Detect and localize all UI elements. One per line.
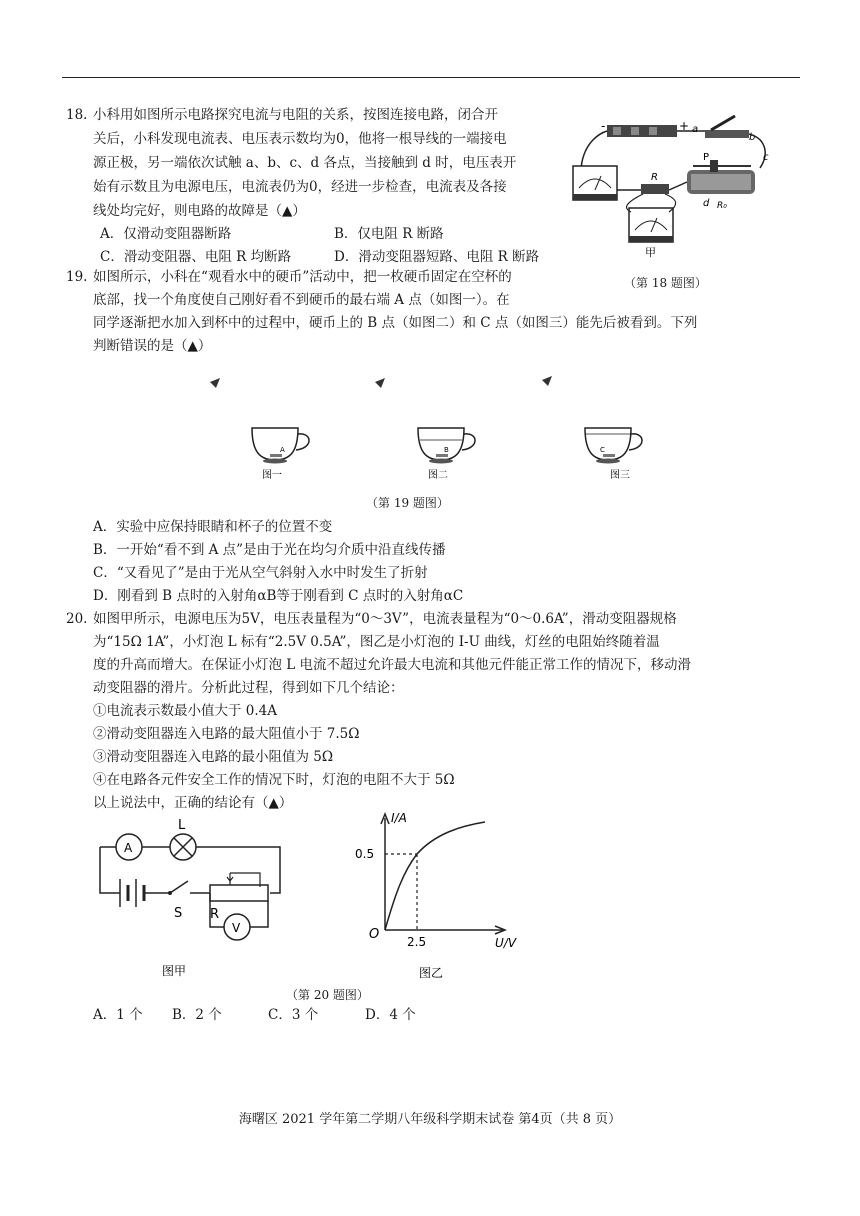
iu-curve (385, 822, 485, 930)
svg-text:图二: 图二 (428, 470, 448, 481)
q20-iu-graph (345, 810, 530, 985)
option-d: D．4 个 (365, 1007, 416, 1023)
question-number: 18. (66, 107, 88, 123)
svg-text:+: + (679, 119, 690, 133)
svg-text:a: a (692, 124, 699, 135)
question-text-line: 源正极，另一端依次试触 a、b、c、d 各点，当接触到 d 时，电压表开 (93, 155, 517, 171)
svg-text:B: B (444, 446, 449, 454)
cup-1 (252, 428, 309, 481)
question-text-line: 线处均完好，则电路的故障是（▲） (93, 203, 306, 219)
svg-text:C: C (600, 446, 605, 454)
figure-caption: （第 20 题图） (286, 988, 369, 1002)
question-text-line: 如图甲所示，电源电压为5V，电压表量程为“0～3V”，电流表量程为“0～0.6A”，滑动变阻器规格 (93, 611, 677, 627)
svg-text:图一: 图一 (262, 470, 282, 481)
eye-icon (542, 376, 552, 386)
option-b: B．仅电阻 R 断路 (334, 226, 444, 242)
option-b: B．2 个 (172, 1007, 222, 1023)
svg-text:c: c (763, 152, 769, 163)
rheostat-icon (210, 885, 268, 901)
question-text-line: 度的升高而增大。在保证小灯泡 L 电流不超过允许最大电流和其他元件能正常工作的情况下，移动滑 (93, 657, 692, 673)
svg-text:b: b (749, 132, 756, 143)
eye-icon (375, 378, 385, 388)
option-a: A．1 个 (93, 1007, 143, 1023)
svg-text:S: S (174, 906, 183, 921)
option-b: B．一开始“看不到 A 点”是由于光在均匀介质中沿直线传播 (93, 542, 446, 558)
question-text-line: 同学逐渐把水加入到杯中的过程中，硬币上的 B 点（如图二）和 C 点（如图三）能先后被看到。下列 (93, 315, 698, 331)
option-d: D．刚看到 B 点时的入射角αB等于刚看到 C 点时的入射角αC (93, 588, 464, 604)
cup-2 (418, 428, 475, 481)
svg-text:d: d (703, 198, 710, 209)
svg-text:2.5: 2.5 (407, 935, 427, 949)
question-text-line: 如图所示，小科在“观看水中的硬币”活动中，把一枚硬币固定在空杯的 (93, 269, 512, 285)
eye-icon (210, 378, 220, 388)
svg-text:P: P (703, 152, 710, 163)
svg-text:I/A: I/A (391, 811, 407, 825)
option-c: C．“又看见了”是由于光从空气斜射入水中时发生了折射 (93, 565, 428, 581)
option-a: A．实验中应保持眼睛和杯子的位置不变 (93, 519, 333, 535)
svg-text:R: R (651, 172, 658, 183)
svg-text:R₀: R₀ (717, 201, 727, 211)
svg-text:O: O (369, 927, 380, 942)
option-a: A．仅滑动变阻器断路 (100, 226, 232, 242)
conclusion-2: ②滑动变阻器连入电路的最大阻值小于 7.5Ω (93, 726, 360, 742)
question-text-line: 底部，找一个角度使自己刚好看不到硬币的最右端 A 点（如图一）。在 (93, 292, 510, 308)
svg-text:甲: 甲 (645, 246, 656, 259)
conclusion-1: ①电流表示数最小值大于 0.4A (93, 703, 278, 719)
svg-text:R: R (210, 907, 220, 922)
figure-caption: （第 19 题图） (366, 496, 449, 510)
svg-text:0.5: 0.5 (355, 847, 375, 861)
cup-3 (585, 428, 642, 481)
question-text-line: 判断错误的是（▲） (93, 338, 212, 354)
switch-icon (170, 881, 188, 893)
question-prompt: 以上说法中，正确的结论有（▲） (93, 795, 293, 811)
svg-text:图乙: 图乙 (419, 966, 444, 980)
q19-cup-figures (200, 370, 670, 490)
svg-text:图三: 图三 (610, 470, 630, 481)
question-text-line: 关后，小科发现电流表、电压表示数均为0，他将一根导线的一端接电 (93, 131, 507, 147)
option-d: D．滑动变阻器短路、电阻 R 断路 (334, 249, 540, 265)
header-rule (62, 77, 800, 78)
svg-text:U/V: U/V (495, 936, 517, 950)
question-text-line: 始有示数且为电源电压，电流表仍为0，经进一步检查，电流表及各接 (93, 179, 507, 195)
svg-text:图甲: 图甲 (162, 964, 187, 978)
question-number: 20. (66, 611, 88, 627)
svg-text:V: V (232, 921, 241, 935)
conclusion-3: ③滑动变阻器连入电路的最小阻值为 5Ω (93, 749, 334, 765)
svg-text:-: - (601, 119, 606, 133)
question-text-line: 小科用如图所示电路探究电流与电阻的关系，按图连接电路，闭合开 (93, 107, 498, 123)
conclusion-4: ④在电路各元件安全工作的情况下时，灯泡的电阻不大于 5Ω (93, 772, 455, 788)
question-number: 19. (66, 269, 88, 285)
svg-text:A: A (280, 446, 285, 454)
option-c: C．滑动变阻器、电阻 R 均断路 (100, 249, 292, 265)
question-text-line: 动变阻器的滑片。分析此过程，得到如下几个结论： (93, 680, 404, 696)
figure-caption: （第 18 题图） (624, 276, 707, 290)
svg-text:L: L (178, 818, 186, 833)
q20-circuit-diagram (90, 815, 290, 985)
page-footer: 海曙区 2021 学年第二学期八年级科学期末试卷 第4页（共 8 页） (238, 1112, 622, 1127)
q18-circuit-figure (565, 108, 800, 278)
svg-text:A: A (124, 841, 133, 855)
option-c: C．3 个 (268, 1007, 319, 1023)
question-text-line: 为“15Ω 1A”，小灯泡 L 标有“2.5V 0.5A”，图乙是小灯泡的 I-U 曲线，灯丝的电阻始终随着温 (93, 634, 660, 650)
